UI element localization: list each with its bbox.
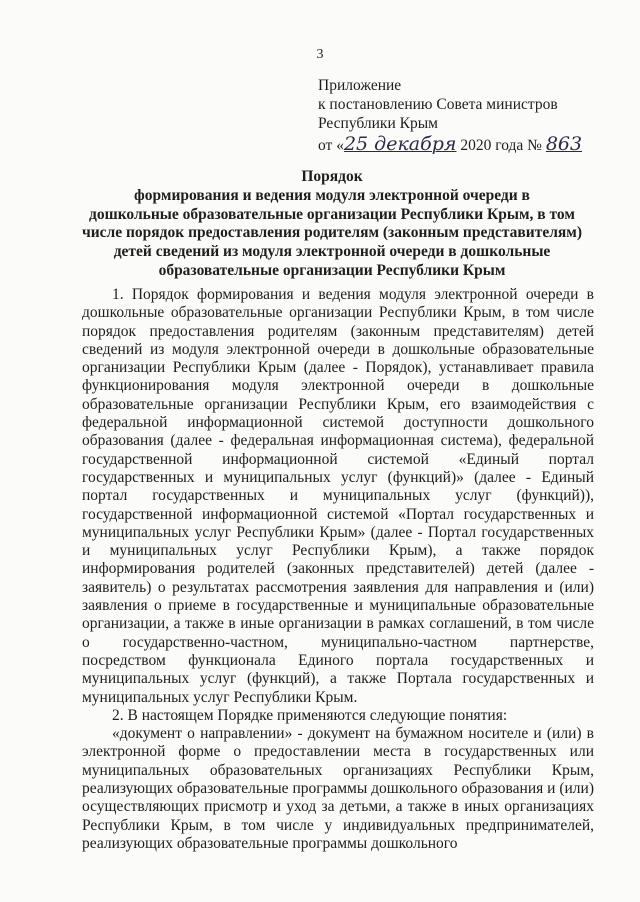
handwritten-date: 25 декабря bbox=[343, 133, 457, 155]
page-number: 3 bbox=[316, 47, 324, 62]
title-line: образовательные организации Республики Крым bbox=[158, 261, 506, 279]
paragraph-3: «документ о направлении» - документ на бумажном носителе и (или) в электронной форме о предоставлении места в государственных или муниципальных образовательных организациях Республики Крым, реализующих образовательные программы дошкольного образования и (или) осуществляющих присмотр и уход за детьми, а также в иных организациях Республики Крым, в том числе у индивидуальных предпринимателей, реализующих образовательные программы дошкольного bbox=[82, 725, 594, 852]
paragraph-2: 2. В настоящем Порядке применяются следующие понятия: bbox=[112, 706, 508, 724]
title-line: формирования и ведения модуля электронной очереди в bbox=[134, 186, 530, 204]
paragraph-1: 1. Порядок формирования и ведения модуля электронной очереди в дошкольные образовательные организации Республики Крым, в том числе порядок предоставления родителям (законным представителям) детей сведений из модуля электронной очереди в дошкольные образовательные организации Республики Крым (далее - Порядок), устанавливает правила функционирования модуля электронной очереди в дошкольные образовательные организации Республики Крым, его взаимодействия с федеральной информационной системой доступности дошкольного образования (далее - федеральная информационная система), федеральной государственной информационной системой «Единый портал государственных и муниципальных услуг (функций)» (далее - Единый портал государственных и муниципальных услуг (функций)), государственной информационной системой «Портал государственных и муниципальных услуг Республики Крым» (далее - Портал государственных и муниципальных услуг Республики Крым), а также порядок информирования родителей (законных представителей) детей (далее - заявитель) о результатах рассмотрения заявления для направления и (или) заявления о приеме в государственные и муниципальные образовательные организации, а также в иные организации в рамках соглашений, в том числе о государственно-частном, муниципально-частном партнерстве, посредством функционала Единого портала государственных и муниципальных услуг (функций), а также Портала государственных и муниципальных услуг Республики Крым. bbox=[82, 286, 594, 706]
appendix-label: Приложение bbox=[318, 77, 402, 94]
appendix-republic-line: Республики Крым bbox=[318, 115, 438, 132]
appendix-resolution-line: к постановлению Совета министров bbox=[318, 96, 558, 113]
date-suffix: 2020 года № bbox=[460, 137, 542, 154]
handwritten-number: 863 bbox=[545, 133, 583, 155]
date-prefix: от « bbox=[318, 137, 344, 154]
title-line: дошкольные образовательные организации Республики Крым, в том bbox=[89, 205, 575, 223]
title-line: Порядок bbox=[301, 168, 363, 185]
document-title bbox=[52, 168, 612, 281]
title-line: детей сведений из модуля электронной очереди в дошкольные bbox=[113, 243, 551, 261]
appendix-header bbox=[318, 76, 618, 155]
appendix-date-line bbox=[318, 135, 618, 155]
title-line: числе порядок предоставления родителям (законным представителям) bbox=[81, 224, 582, 242]
document-body bbox=[82, 286, 594, 853]
